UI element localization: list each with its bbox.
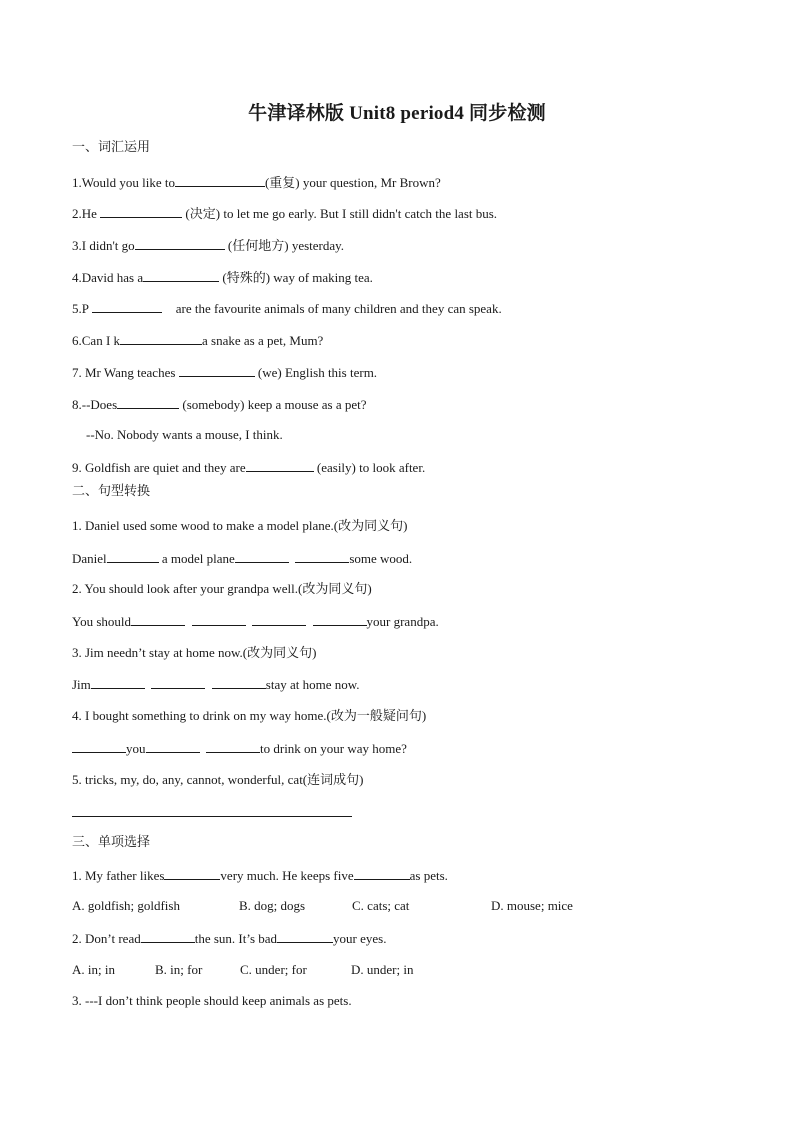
question-text: (任何地方) yesterday. [224, 238, 345, 253]
answer-blank[interactable] [175, 174, 265, 187]
answer-text: a model plane [161, 551, 235, 566]
option-b[interactable]: B. in; for [155, 962, 203, 977]
answer-blank[interactable] [135, 237, 225, 250]
question-choice-3: 3. ---I don’t think people should keep animals as pets. [72, 993, 352, 1008]
question-text: are the favourite animals of many children and they can speak. [175, 301, 502, 316]
answer-blank[interactable] [313, 613, 367, 626]
answer-text: to drink on your way home? [260, 741, 407, 756]
option-d[interactable]: D. under; in [351, 962, 414, 977]
answer-blank[interactable] [295, 550, 349, 563]
answer-blank[interactable] [117, 396, 179, 409]
option-a[interactable]: A. goldfish; goldfish [72, 898, 180, 913]
answer-text: Daniel [72, 551, 107, 566]
answer-transform-3 [72, 676, 360, 693]
answer-blank[interactable] [143, 269, 219, 282]
answer-blank[interactable] [354, 867, 410, 880]
answer-line-transform-5[interactable] [72, 816, 352, 817]
answer-transform-1 [72, 550, 412, 567]
question-transform-5: 5. tricks, my, do, any, cannot, wonderful, cat(连词成句) [72, 772, 364, 787]
answer-text: stay at home now. [265, 677, 360, 692]
answer-blank[interactable] [235, 550, 289, 563]
answer-blank[interactable] [146, 740, 200, 753]
question-text: (somebody) keep a mouse as a pet? [179, 397, 367, 412]
option-b[interactable]: B. dog; dogs [239, 898, 306, 913]
question-vocab-4 [72, 269, 373, 286]
option-c[interactable]: C. under; for [240, 962, 307, 977]
question-vocab-7 [72, 364, 377, 381]
answer-text: some wood. [349, 551, 413, 566]
question-text: as pets. [409, 868, 448, 883]
answer-blank[interactable] [192, 613, 246, 626]
answer-transform-2 [72, 613, 439, 630]
question-vocab-2 [72, 205, 497, 222]
answer-blank[interactable] [164, 867, 220, 880]
question-choice-1 [72, 867, 448, 884]
answer-blank[interactable] [131, 613, 185, 626]
answer-text: Jim [72, 677, 91, 692]
question-text: very much. He keeps five [220, 868, 354, 883]
question-choice-2 [72, 930, 386, 947]
question-text: 3.I didn't go [72, 238, 135, 253]
question-text: 2.He [72, 206, 101, 221]
question-vocab-9 [72, 459, 425, 476]
question-vocab-3 [72, 237, 344, 254]
question-text: your eyes. [333, 931, 387, 946]
question-vocab-6 [72, 332, 323, 349]
question-text: (重复) your question, Mr Brown? [264, 175, 441, 190]
question-text: 8.--Does [72, 397, 118, 412]
answer-blank[interactable] [212, 676, 266, 689]
answer-blank[interactable] [179, 364, 255, 377]
question-text: 9. Goldfish are quiet and they are [72, 460, 246, 475]
answer-blank[interactable] [277, 930, 333, 943]
answer-transform-4 [72, 740, 407, 757]
answer-blank[interactable] [91, 676, 145, 689]
answer-blank[interactable] [151, 676, 205, 689]
question-text: 2. Don’t read [72, 931, 141, 946]
answer-blank[interactable] [72, 740, 126, 753]
question-text: (easily) to look after. [313, 460, 426, 475]
question-text: 4.David has a [72, 270, 144, 285]
section-heading-sentence-transform: 二、句型转换 [72, 484, 151, 499]
question-text: 5.P [72, 301, 92, 316]
question-text: (特殊的) way of making tea. [219, 270, 373, 285]
answer-blank[interactable] [206, 740, 260, 753]
option-c[interactable]: C. cats; cat [352, 898, 410, 913]
question-text: 1.Would you like to [72, 175, 175, 190]
question-transform-3: 3. Jim needn’t stay at home now.(改为同义句) [72, 645, 317, 660]
page-title: 牛津译林版 Unit8 period4 同步检测 [248, 103, 546, 124]
option-a[interactable]: A. in; in [72, 962, 115, 977]
option-d[interactable]: D. mouse; mice [491, 898, 573, 913]
options-choice-2 [72, 962, 413, 978]
question-text: 6.Can I k [72, 333, 121, 348]
question-transform-1: 1. Daniel used some wood to make a model plane.(改为同义句) [72, 518, 408, 533]
options-choice-1 [72, 898, 573, 914]
answer-blank[interactable] [141, 930, 195, 943]
answer-blank[interactable] [120, 332, 202, 345]
answer-text: You should [72, 614, 132, 629]
answer-blank[interactable] [246, 459, 314, 472]
question-transform-2: 2. You should look after your grandpa well.(改为同义句) [72, 581, 372, 596]
question-vocab-1 [72, 174, 441, 191]
question-vocab-8-reply: --No. Nobody wants a mouse, I think. [86, 427, 283, 442]
answer-blank[interactable] [107, 550, 159, 563]
section-heading-vocabulary: 一、词汇运用 [72, 140, 151, 155]
answer-text: your grandpa. [366, 614, 439, 629]
question-text: a snake as a pet, Mum? [202, 333, 324, 348]
section-heading-multiple-choice: 三、单项选择 [72, 835, 151, 850]
question-text: (决定) to let me go early. But I still didn't catch the last bus. [182, 206, 498, 221]
question-vocab-5 [72, 300, 502, 317]
answer-blank[interactable] [100, 205, 182, 218]
question-text: (we) English this term. [254, 365, 378, 380]
answer-blank[interactable] [92, 300, 162, 313]
question-text: the sun. It’s bad [194, 931, 278, 946]
question-vocab-8 [72, 396, 367, 413]
question-text: 7. Mr Wang teaches [72, 365, 179, 380]
answer-text: you [126, 741, 146, 756]
question-transform-4: 4. I bought something to drink on my way home.(改为一般疑问句) [72, 708, 427, 723]
answer-blank[interactable] [252, 613, 306, 626]
question-text: 1. My father likes [72, 868, 165, 883]
